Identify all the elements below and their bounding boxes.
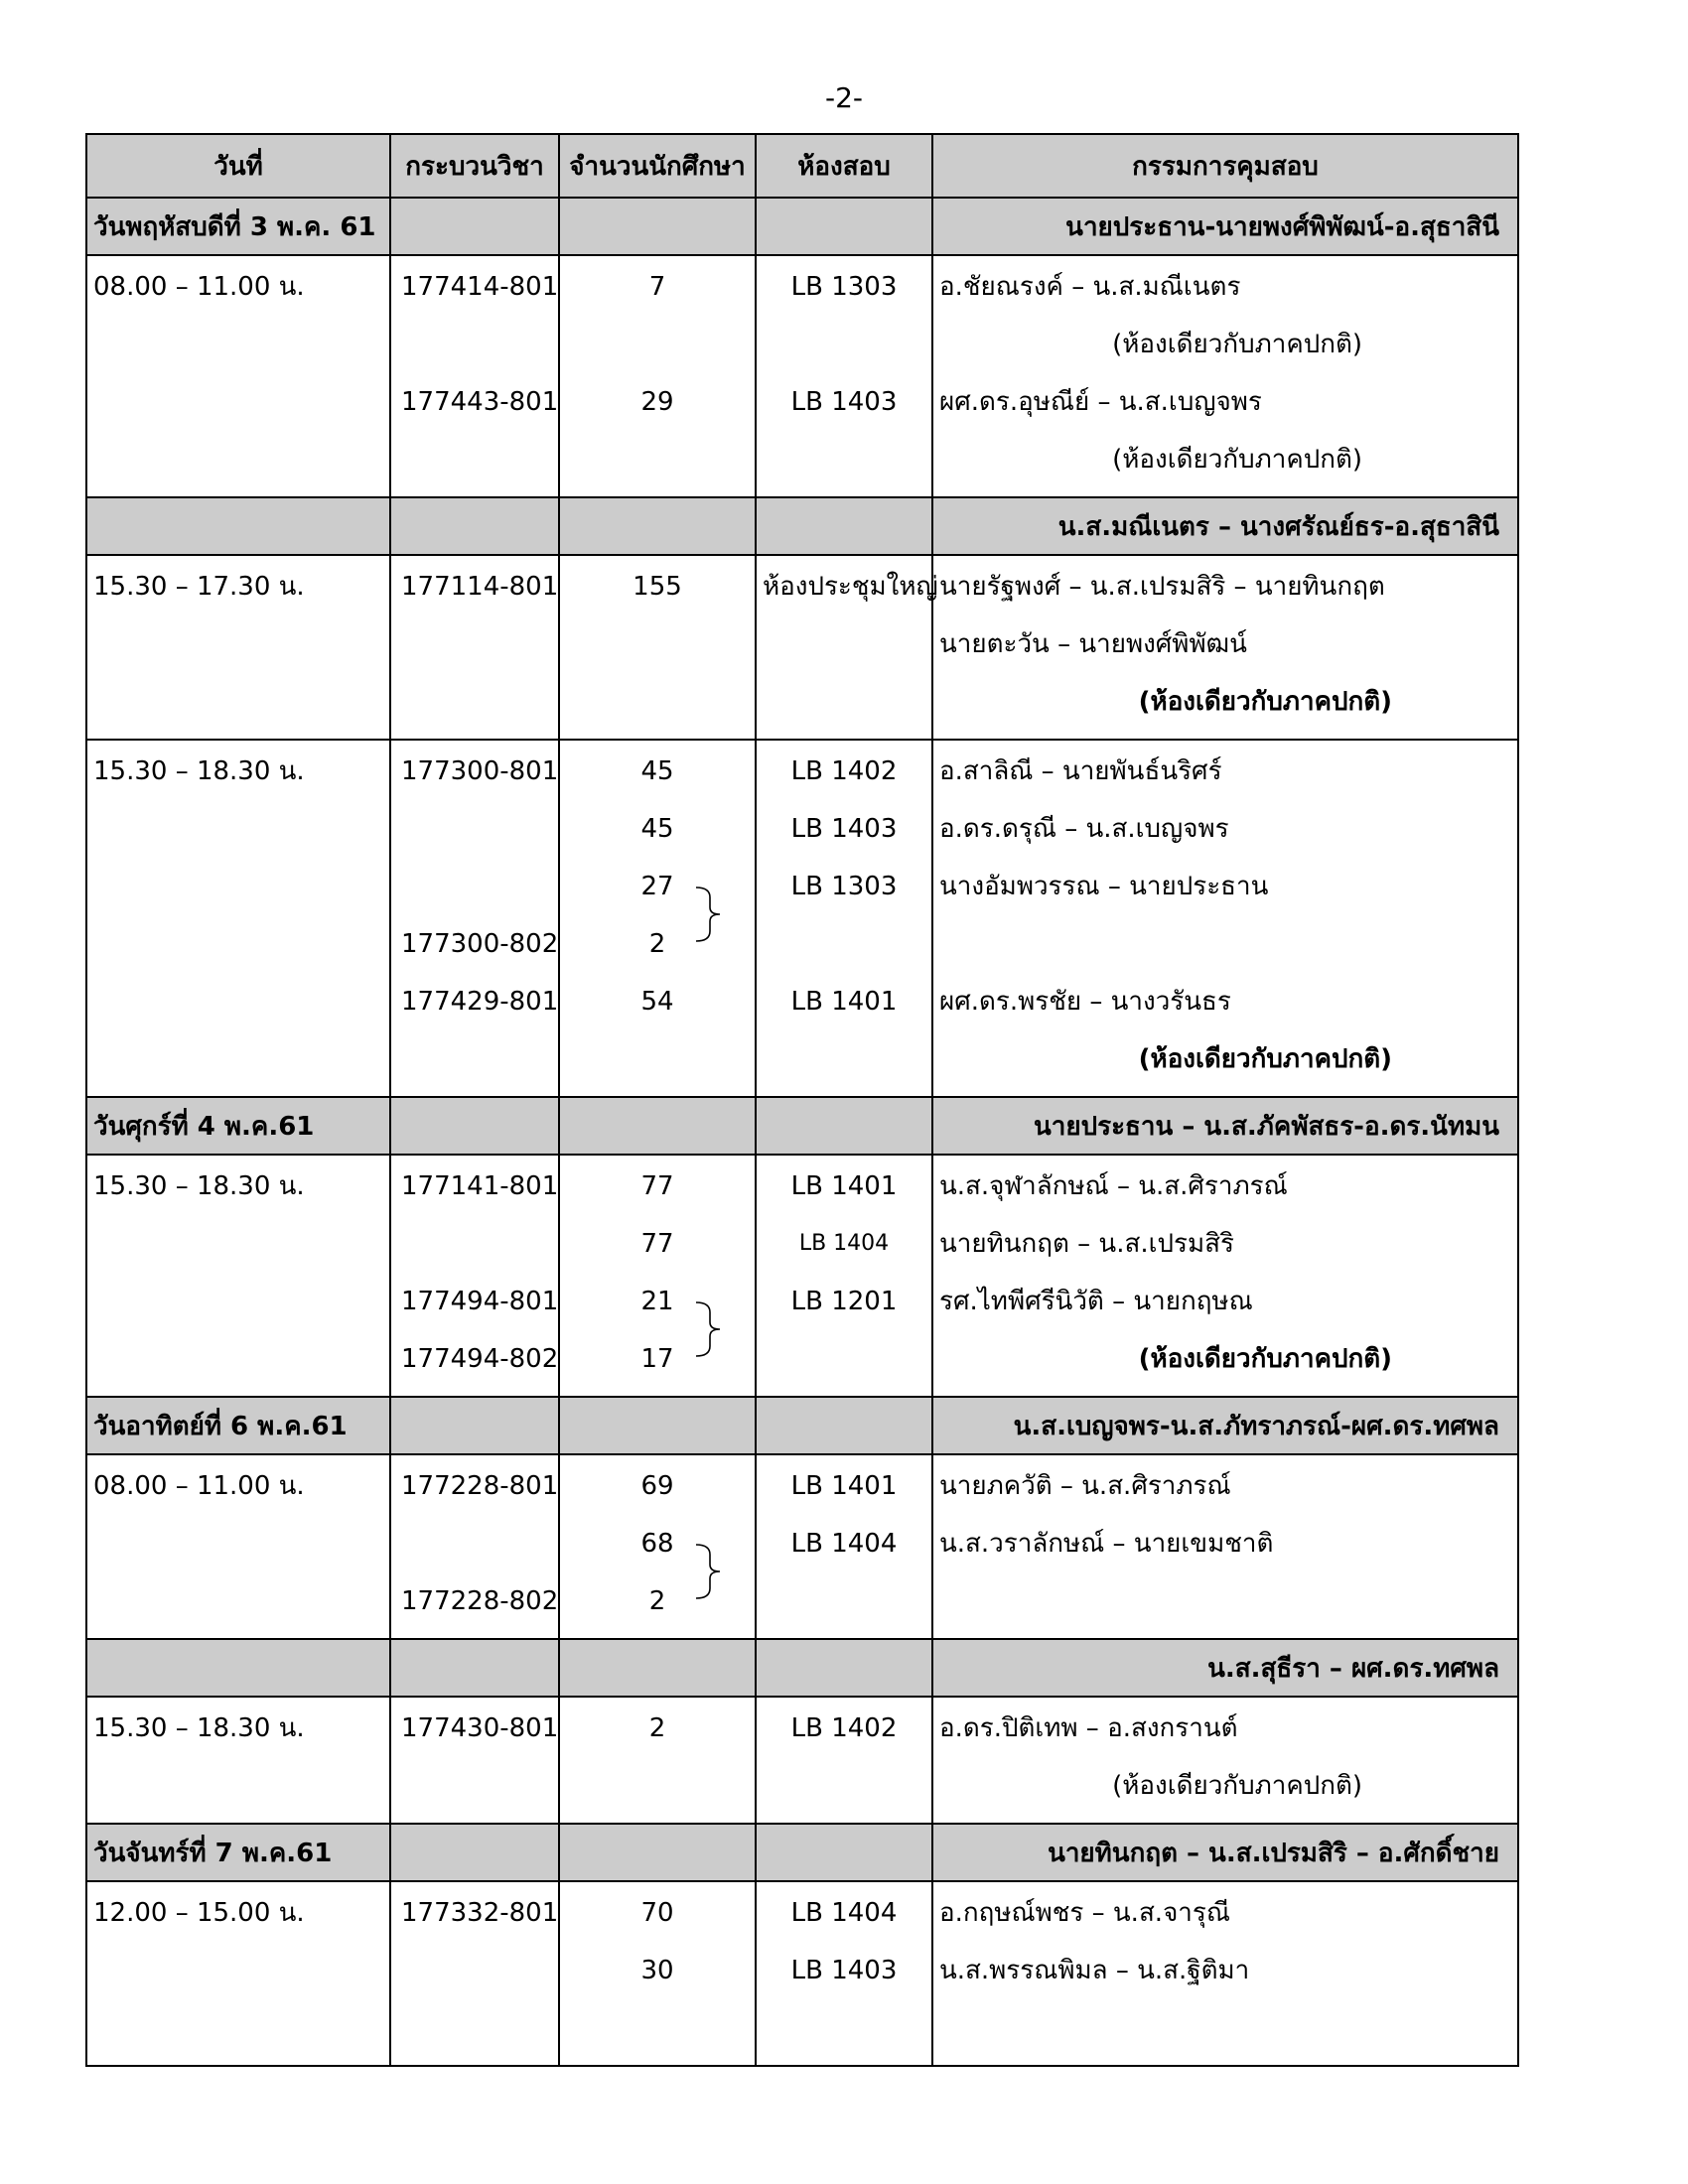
- student-count-cell: [559, 1454, 756, 1639]
- section-header-empty: [390, 1639, 559, 1697]
- page-number: -2-: [824, 81, 864, 114]
- committee-names: นายตะวัน – นายพงศ์พิพัฒน์: [939, 629, 1247, 659]
- exam-room: [763, 619, 925, 677]
- student-count: [566, 2003, 749, 2061]
- section-header-empty: [559, 1639, 756, 1697]
- exam-room: [763, 2003, 925, 2061]
- section-header-empty: [390, 497, 559, 555]
- committee-names: น.ส.วราลักษณ์ – นายเขมชาติ: [939, 1529, 1274, 1559]
- student-count: 54: [640, 987, 674, 1017]
- section-committee: นายประธาน-นายพงศ์พิพัฒน์-อ.สุธาสินี: [932, 198, 1518, 255]
- course-code-cell: [390, 1697, 559, 1824]
- student-count: [566, 435, 749, 492]
- section-committee: น.ส.มณีเนตร – นางศรัณย์ธร-อ.สุธาสินี: [932, 497, 1518, 555]
- course-code-cell: [390, 1881, 559, 2066]
- column-header-committee: กรรมการคุมสอบ: [932, 134, 1518, 198]
- course-code: 177228-802: [401, 1586, 559, 1616]
- exam-time: 15.30 – 18.30 น.: [93, 1171, 305, 1201]
- student-count: [566, 1034, 749, 1092]
- section-header-empty: [756, 1397, 932, 1454]
- exam-room: LB 1401: [790, 987, 898, 1017]
- course-code: 177494-802: [401, 1344, 559, 1374]
- course-code: [401, 1219, 552, 1277]
- section-header-empty: [756, 1639, 932, 1697]
- student-count: 2: [648, 1713, 666, 1743]
- student-count-cell: [559, 1697, 756, 1824]
- exam-room: LB 1303: [790, 872, 898, 901]
- course-code-cell: [390, 1155, 559, 1397]
- exam-room: ห้องประชุมใหญ่: [763, 572, 938, 602]
- course-code: 177332-801: [401, 1898, 559, 1928]
- section-header-empty: [390, 198, 559, 255]
- committee-names: [939, 919, 1511, 977]
- exam-room-cell: [756, 1697, 932, 1824]
- student-count: [566, 677, 749, 735]
- committee-names: อ.ชัยณรงค์ – น.ส.มณีเนตร: [939, 272, 1241, 302]
- course-code: [401, 804, 552, 862]
- section-committee: น.ส.สุธีรา – ผศ.ดร.ทศพล: [932, 1639, 1518, 1697]
- student-count-cell: [559, 740, 756, 1097]
- section-header-empty: [756, 198, 932, 255]
- section-header-empty: [756, 1824, 932, 1881]
- course-code-cell: [390, 1454, 559, 1639]
- student-count: 27: [566, 862, 749, 919]
- student-count: [566, 1761, 749, 1819]
- section-header-row: [86, 497, 1518, 555]
- course-code: [401, 677, 552, 735]
- course-code: 177494-801: [401, 1287, 559, 1316]
- course-code: 177300-801: [401, 756, 559, 786]
- student-count-cell: [559, 1155, 756, 1397]
- exam-room: [763, 435, 925, 492]
- student-count: 45: [640, 756, 674, 786]
- course-code: [401, 320, 552, 377]
- exam-room: [763, 320, 925, 377]
- course-code: 177430-801: [401, 1713, 559, 1743]
- exam-room: LB 1401: [790, 1471, 898, 1501]
- student-count: [566, 320, 749, 377]
- committee-names: นายภควัติ – น.ส.ศิราภรณ์: [939, 1471, 1231, 1501]
- committee-names: [939, 1576, 1511, 1634]
- student-count-cell: [559, 1881, 756, 2066]
- course-code-cell: [390, 740, 559, 1097]
- exam-room: LB 1404: [790, 1898, 898, 1928]
- student-count: 2: [648, 1586, 666, 1616]
- committee-names: นายทินกฤต – น.ส.เปรมสิริ: [939, 1229, 1234, 1259]
- section-header-row: [86, 1397, 1518, 1454]
- committee-names: อ.สาลิณี – นายพันธ์นริศร์: [939, 756, 1222, 786]
- course-code: [401, 619, 552, 677]
- exam-room-cell: [756, 740, 932, 1097]
- course-code: 177443-801: [401, 387, 559, 417]
- section-header-empty: [559, 198, 756, 255]
- exam-time: 15.30 – 18.30 น.: [93, 756, 305, 786]
- course-code: 177228-801: [401, 1471, 559, 1501]
- student-count-cell: [559, 555, 756, 740]
- schedule-row: [86, 1697, 1518, 1824]
- exam-time-cell: [86, 1155, 390, 1397]
- exam-room: LB 1404: [798, 1231, 890, 1256]
- section-header-row: [86, 1097, 1518, 1155]
- exam-room: [763, 677, 925, 735]
- section-header-empty: [756, 1097, 932, 1155]
- course-code: [401, 862, 552, 919]
- section-header-row: [86, 1824, 1518, 1881]
- exam-room: LB 1403: [790, 387, 898, 417]
- course-code: [401, 435, 552, 492]
- student-count: 77: [640, 1229, 674, 1259]
- exam-room: [763, 1761, 925, 1819]
- section-date: [86, 1639, 390, 1697]
- committee-names: น.ส.พรรณพิมล – น.ส.ฐิติมา: [939, 1956, 1250, 1985]
- exam-room: LB 1401: [790, 1171, 898, 1201]
- section-header-empty: [390, 1097, 559, 1155]
- committee-cell: [932, 555, 1518, 740]
- column-header-exam-room: ห้องสอบ: [756, 134, 932, 198]
- exam-time: 12.00 – 15.00 น.: [93, 1898, 305, 1928]
- exam-time: 15.30 – 18.30 น.: [93, 1713, 305, 1743]
- student-count: 29: [640, 387, 674, 417]
- committee-note: (ห้องเดียวกับภาคปกติ): [1138, 1044, 1392, 1074]
- section-date: วันจันทร์ที่ 7 พ.ค.61: [86, 1824, 390, 1881]
- committee-cell: [932, 1881, 1518, 2066]
- committee-names: นางอัมพวรรณ – นายประธาน: [939, 872, 1269, 901]
- exam-room-cell: [756, 1881, 932, 2066]
- student-count-cell: [559, 255, 756, 497]
- committee-names: น.ส.จุฬาลักษณ์ – น.ส.ศิราภรณ์: [939, 1171, 1288, 1201]
- course-code: 177114-801: [401, 572, 559, 602]
- section-committee: นายทินกฤต – น.ส.เปรมสิริ – อ.ศักดิ์ชาย: [932, 1824, 1518, 1881]
- section-committee: น.ส.เบญจพร-น.ส.ภัทราภรณ์-ผศ.ดร.ทศพล: [932, 1397, 1518, 1454]
- section-header-row: [86, 1639, 1518, 1697]
- committee-cell: [932, 1454, 1518, 1639]
- exam-time-cell: [86, 1454, 390, 1639]
- exam-time: 08.00 – 11.00 น.: [93, 1471, 305, 1501]
- committee-names: ผศ.ดร.อุษณีย์ – น.ส.เบญจพร: [939, 387, 1262, 417]
- exam-time-cell: [86, 1881, 390, 2066]
- column-header-course: กระบวนวิชา: [390, 134, 559, 198]
- section-header-empty: [559, 497, 756, 555]
- course-code: 177429-801: [401, 987, 559, 1017]
- student-count: 17: [640, 1344, 674, 1374]
- student-count: 21: [566, 1277, 749, 1334]
- student-count: [566, 619, 749, 677]
- course-code: 177300-802: [401, 929, 559, 959]
- section-committee: นายประธาน – น.ส.ภัคพัสธร-อ.ดร.นัทมน: [932, 1097, 1518, 1155]
- section-header-empty: [559, 1097, 756, 1155]
- section-date: วันศุกร์ที่ 4 พ.ค.61: [86, 1097, 390, 1155]
- student-count: 155: [633, 572, 682, 602]
- column-header-date: วันที่: [86, 134, 390, 198]
- schedule-row: [86, 1155, 1518, 1397]
- student-count: 70: [640, 1898, 674, 1928]
- exam-time: 15.30 – 17.30 น.: [93, 572, 305, 602]
- schedule-body: [86, 198, 1518, 2066]
- course-code: 177414-801: [401, 272, 559, 302]
- course-code-cell: [390, 555, 559, 740]
- exam-room: LB 1404: [790, 1529, 898, 1559]
- schedule-row: [86, 1881, 1518, 2066]
- exam-room: LB 1403: [790, 1956, 898, 1985]
- student-count: 30: [640, 1956, 674, 1985]
- exam-time: 08.00 – 11.00 น.: [93, 272, 305, 302]
- course-code: [401, 2003, 552, 2061]
- exam-room: LB 1402: [790, 756, 898, 786]
- column-header-student-count: จำนวนนักศึกษา: [559, 134, 756, 198]
- course-code: [401, 1519, 552, 1576]
- exam-time-cell: [86, 740, 390, 1097]
- section-date: วันอาทิตย์ที่ 6 พ.ค.61: [86, 1397, 390, 1454]
- exam-room: [763, 1576, 925, 1634]
- student-count: 68: [566, 1519, 749, 1576]
- course-code: [401, 1034, 552, 1092]
- course-code-cell: [390, 255, 559, 497]
- column-header-row: [86, 134, 1518, 198]
- exam-room-cell: [756, 255, 932, 497]
- student-count: 45: [640, 814, 674, 844]
- committee-note: (ห้องเดียวกับภาคปกติ): [1112, 445, 1362, 475]
- committee-note: (ห้องเดียวกับภาคปกติ): [1138, 687, 1392, 717]
- exam-room: LB 1201: [790, 1287, 898, 1316]
- schedule-row: [86, 555, 1518, 740]
- exam-time-cell: [86, 255, 390, 497]
- section-header-empty: [559, 1824, 756, 1881]
- committee-cell: [932, 740, 1518, 1097]
- committee-names: รศ.ไทพีศรีนิวัติ – นายกฤษณ: [939, 1287, 1253, 1316]
- exam-time-cell: [86, 1697, 390, 1824]
- section-header-empty: [390, 1397, 559, 1454]
- committee-cell: [932, 1697, 1518, 1824]
- schedule-row: [86, 1454, 1518, 1639]
- section-header-empty: [559, 1397, 756, 1454]
- course-code: [401, 1946, 552, 2003]
- student-count: 69: [640, 1471, 674, 1501]
- section-header-empty: [756, 497, 932, 555]
- exam-room: [763, 919, 925, 977]
- exam-room: [763, 1034, 925, 1092]
- committee-names: นายรัฐพงศ์ – น.ส.เปรมสิริ – นายทินกฤต: [939, 572, 1385, 602]
- student-count: 7: [648, 272, 666, 302]
- course-code: 177141-801: [401, 1171, 559, 1201]
- committee-cell: [932, 255, 1518, 497]
- committee-note: (ห้องเดียวกับภาคปกติ): [1112, 1771, 1362, 1801]
- committee-names: อ.ดร.ดรุณี – น.ส.เบญจพร: [939, 814, 1229, 844]
- exam-schedule-table: [85, 133, 1519, 2067]
- course-code: [401, 1761, 552, 1819]
- exam-room-cell: [756, 555, 938, 740]
- exam-room: LB 1402: [790, 1713, 898, 1743]
- section-header-row: [86, 198, 1518, 255]
- exam-time-cell: [86, 555, 390, 740]
- committee-names: อ.ดร.ปิติเทพ – อ.สงกรานต์: [939, 1713, 1238, 1743]
- committee-note: (ห้องเดียวกับภาคปกติ): [1138, 1344, 1392, 1374]
- committee-names: ผศ.ดร.พรชัย – นางวรันธร: [939, 987, 1231, 1017]
- exam-room: [763, 1334, 925, 1392]
- exam-room-cell: [756, 1155, 932, 1397]
- student-count: 2: [648, 929, 666, 959]
- committee-note: (ห้องเดียวกับภาคปกติ): [1112, 330, 1362, 359]
- schedule-row: [86, 255, 1518, 497]
- student-count: 77: [640, 1171, 674, 1201]
- section-header-empty: [390, 1824, 559, 1881]
- committee-cell: [932, 1155, 1518, 1397]
- schedule-row: [86, 740, 1518, 1097]
- section-date: [86, 497, 390, 555]
- exam-room: LB 1303: [790, 272, 898, 302]
- exam-room: LB 1403: [790, 814, 898, 844]
- exam-room-cell: [756, 1454, 932, 1639]
- section-date: วันพฤหัสบดีที่ 3 พ.ค. 61: [86, 198, 390, 255]
- committee-names: [939, 2003, 1511, 2061]
- committee-names: อ.กฤษณ์พชร – น.ส.จารุณี: [939, 1898, 1230, 1928]
